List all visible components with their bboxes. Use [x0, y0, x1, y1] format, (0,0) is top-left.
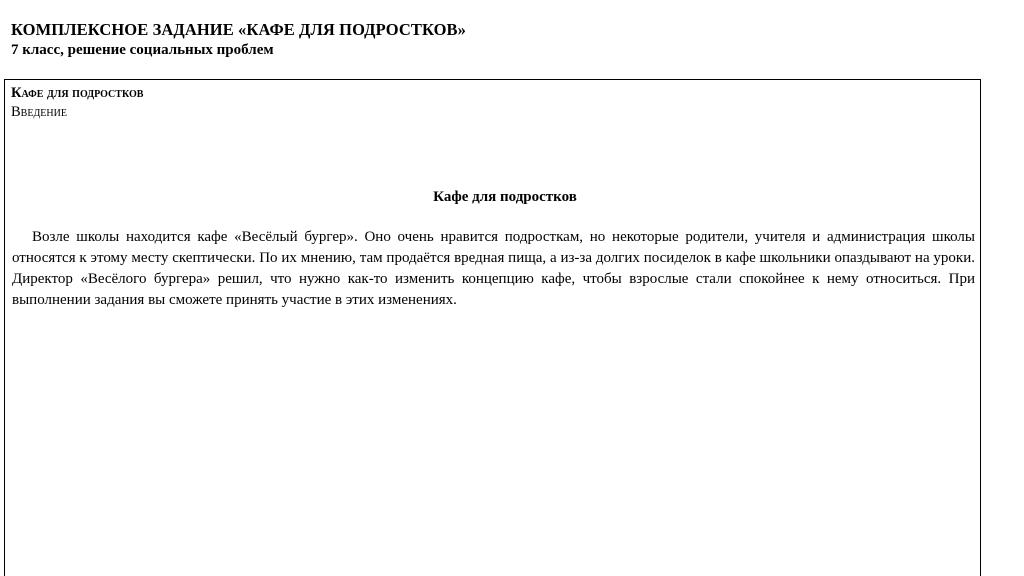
document-subtitle: 7 класс, решение социальных проблем [11, 42, 274, 58]
content-frame [4, 79, 981, 576]
document-title: КОМПЛЕКСНОЕ ЗАДАНИЕ «КАФЕ ДЛЯ ПОДРОСТКОВ» [11, 20, 467, 39]
section-label: Кафе для подростков [11, 85, 144, 101]
content-title: Кафе для подростков [433, 189, 577, 205]
document-header [11, 19, 1001, 60]
intro-paragraph: Возле школы находится кафе «Весёлый бургер». Оно очень нравится подросткам, но некоторые родители, учителя и администрация школы относятся к этому месту скептически. По их мнению, там продаётся вредная пища, а из-за долгих посиделок в кафе школьники опаздывают на уроки. Директор «Весёлого бургера» решил, что нужно как-то изменить концепцию кафе, чтобы взрослые стали спокойнее к нему относиться. При выполнении задания вы сможете принять участие в этих изменениях. [12, 229, 975, 308]
section-sublabel: Введение [11, 104, 67, 120]
